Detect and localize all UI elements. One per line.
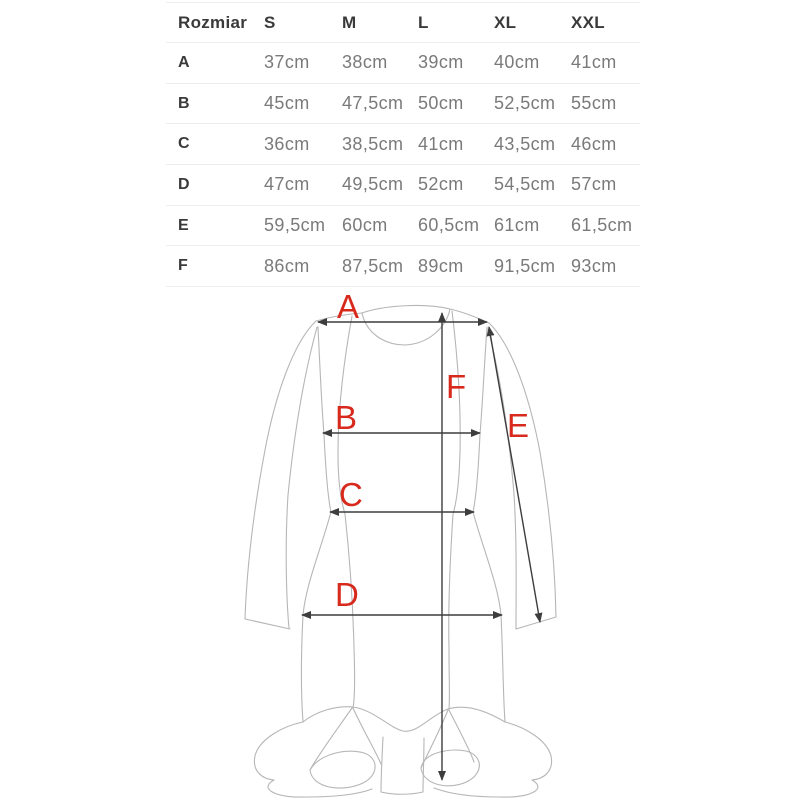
dress-outline [245,306,556,798]
size-value: 61,5cm [571,215,633,236]
size-value: 47cm [264,174,310,195]
size-value: 50cm [418,93,464,114]
left-ruffle-swirl [310,751,375,788]
size-value: 52,5cm [494,93,556,114]
column-header-l: L [418,12,429,32]
column-header-xxl: XXL [571,12,605,32]
right-sleeve-outer [489,323,556,617]
table-row [166,206,640,247]
row-label: E [178,216,189,234]
measure-label-c: C [339,476,363,513]
left-ruffle-fold-a [310,708,352,770]
column-header-s: S [264,12,276,32]
measure-label-a: A [337,288,360,325]
size-table-header [166,3,640,43]
size-value: 57cm [571,174,617,195]
column-header-rozmiar: Rozmiar [178,12,248,32]
table-row [166,43,640,84]
size-value: 41cm [571,52,617,73]
size-value: 39cm [418,52,464,73]
size-value: 54,5cm [494,174,556,195]
size-value: 38,5cm [342,133,404,154]
size-table-body [166,43,640,287]
column-header-m: M [342,12,357,32]
body-left-edge [302,327,332,722]
size-value: 52cm [418,174,464,195]
right-ruffle-fold-b [449,710,474,762]
measure-label-d: D [335,576,359,613]
size-value: 93cm [571,255,617,276]
table-row [166,124,640,165]
table-row [166,165,640,206]
arrow-e [489,327,540,622]
front-neckline [362,309,450,345]
left-sleeve-outer [245,321,316,619]
size-value: 46cm [571,133,617,154]
measure-label-b: B [335,399,358,436]
size-value: 89cm [418,255,464,276]
right-cuff [516,617,556,629]
size-value: 37cm [264,52,310,73]
size-value: 49,5cm [342,174,404,195]
size-value: 86cm [264,255,310,276]
size-value: 59,5cm [264,215,326,236]
size-value: 61cm [494,215,540,236]
size-value: 60cm [342,215,388,236]
center-panel-left [381,737,383,792]
column-header-xl: XL [494,12,517,32]
right-ruffle-swirl [421,750,479,786]
dress-diagram [215,282,565,800]
table-row [166,84,640,125]
measure-label-e: E [507,407,530,444]
size-value: 87,5cm [342,255,404,276]
size-value: 60,5cm [418,215,480,236]
size-value: 36cm [264,133,310,154]
size-value: 43,5cm [494,133,556,154]
row-label: F [178,257,189,275]
center-panel-bottom [381,792,423,794]
center-panel-right [423,738,424,792]
back-neckline [362,306,450,313]
row-label: D [178,175,190,193]
row-label: A [178,53,190,71]
size-value: 55cm [571,93,617,114]
size-value: 40cm [494,52,540,73]
row-label: C [178,135,190,153]
left-cuff [245,619,290,629]
size-value: 91,5cm [494,255,556,276]
measure-label-f: F [446,368,467,405]
hem-wave [303,707,505,732]
size-value: 38cm [342,52,388,73]
size-value: 45cm [264,93,310,114]
right-sleeve-inner [488,329,516,629]
left-sleeve-inner [286,327,317,628]
size-value: 47,5cm [342,93,404,114]
right-shoulder [450,309,489,323]
size-table [166,2,640,287]
row-label: B [178,94,190,112]
size-value: 41cm [418,133,464,154]
